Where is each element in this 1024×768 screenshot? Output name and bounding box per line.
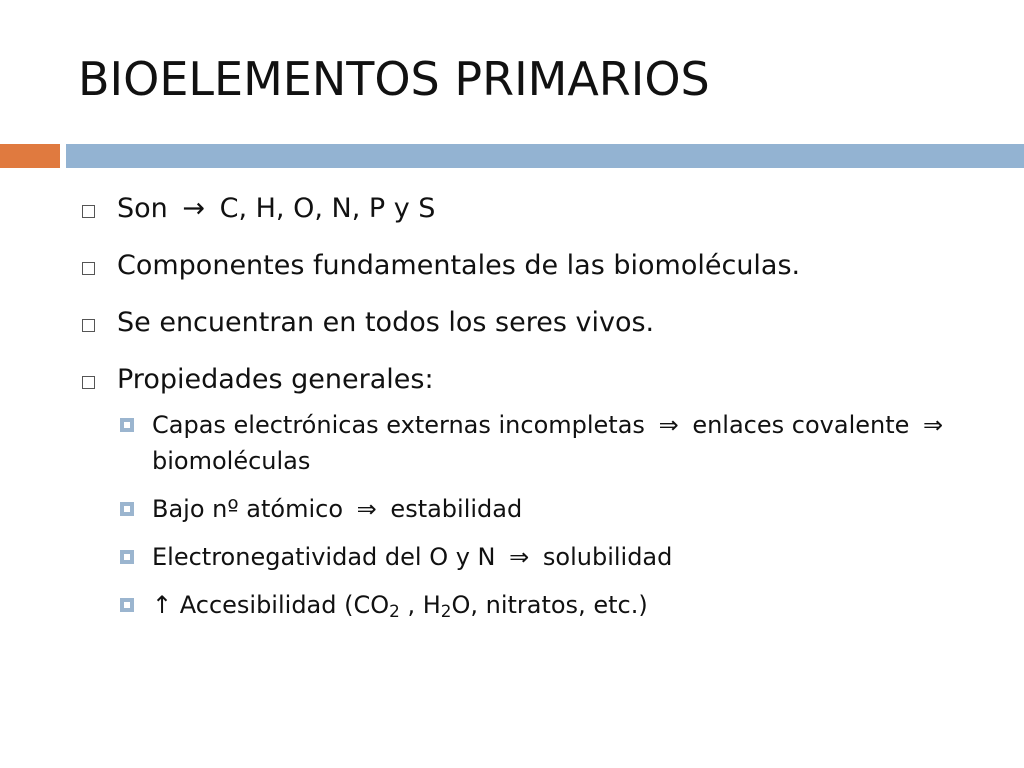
square-bullet-icon (120, 550, 134, 564)
checkbox-bullet-icon (82, 262, 95, 275)
sub-bullet-text: biomoléculas (152, 447, 311, 475)
checkbox-bullet-icon (82, 205, 95, 218)
sub-bullet-item (80, 407, 1000, 479)
bullet-item (80, 192, 1000, 226)
checkbox-bullet-icon (82, 319, 95, 332)
implies-arrow-icon: ⇒ (658, 411, 679, 439)
bullet-item (80, 249, 1000, 283)
bullet-text: Componentes fundamentales de las biomoléculas. (117, 250, 801, 281)
sub-bullet-text: Capas electrónicas externas incompletas (152, 411, 645, 439)
right-arrow-icon: → (182, 193, 205, 224)
sub-bullet-item (80, 587, 1000, 623)
bullet-prefix: Son (117, 193, 168, 224)
sub-bullet-text: , H (399, 591, 441, 619)
sub-bullet-text: O, nitratos, etc.) (451, 591, 648, 619)
slide-title: BIOELEMENTOS PRIMARIOS (78, 52, 710, 106)
accent-bar-orange (0, 144, 60, 168)
subscript: 2 (440, 601, 452, 622)
sub-bullet-text: Bajo nº atómico (152, 495, 344, 523)
implies-arrow-icon: ⇒ (356, 495, 377, 523)
subscript: 2 (389, 601, 400, 622)
implies-arrow-icon: ⇒ (923, 411, 944, 439)
bullet-text: Se encuentran en todos los seres vivos. (117, 307, 655, 338)
bullet-text: Propiedades generales: (117, 364, 434, 395)
square-bullet-icon (120, 502, 134, 516)
sub-bullet-item (80, 491, 1000, 527)
bullet-item (80, 363, 1000, 397)
square-bullet-icon (120, 418, 134, 432)
implies-arrow-icon: ⇒ (509, 543, 530, 571)
sub-bullet-text: solubilidad (542, 543, 673, 571)
accent-bar-blue (66, 144, 1024, 168)
square-bullet-icon (120, 598, 134, 612)
bullet-list (80, 192, 1000, 635)
checkbox-bullet-icon (82, 376, 95, 389)
up-arrow-icon: ↑ (152, 591, 173, 619)
bullet-text: C, H, O, N, P y S (219, 193, 436, 224)
sub-bullet-item (80, 539, 1000, 575)
sub-bullet-text: Accesibilidad (CO (179, 591, 390, 619)
sub-bullet-text: enlaces covalente (692, 411, 910, 439)
sub-bullet-text: Electronegatividad del O y N (152, 543, 496, 571)
bullet-item (80, 306, 1000, 340)
sub-bullet-text: estabilidad (390, 495, 523, 523)
